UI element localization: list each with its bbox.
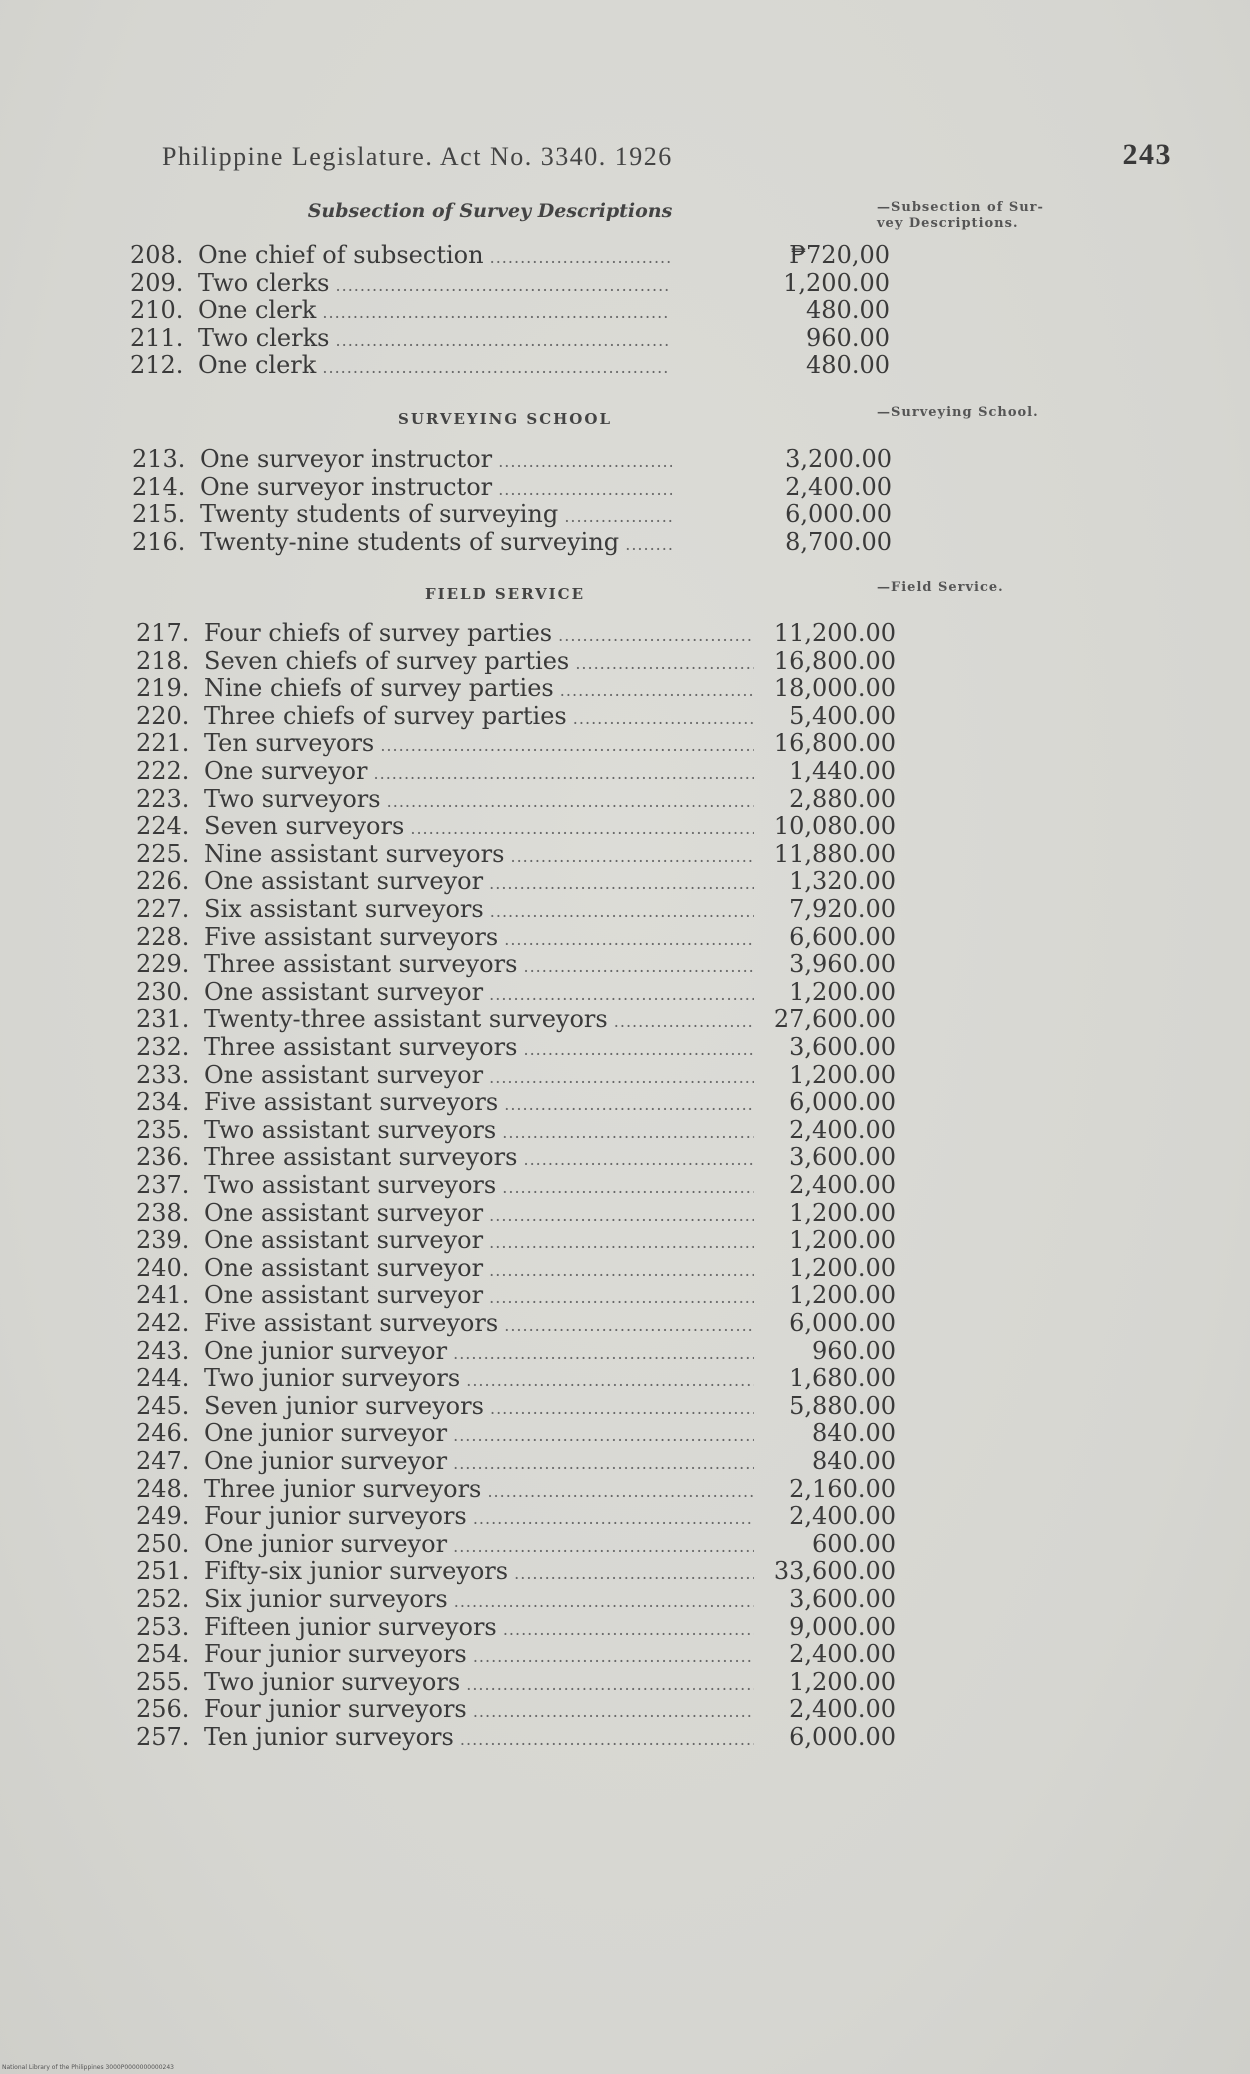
table-row — [136, 1476, 896, 1503]
item-description: Five assistant surveyors ..... — [204, 924, 754, 953]
item-number: 248. — [136, 1474, 190, 1503]
item-number: 246. — [136, 1419, 190, 1448]
table-row — [136, 1172, 896, 1199]
table-row — [130, 242, 890, 269]
item-number: 209. — [130, 268, 184, 297]
table-row — [136, 1365, 896, 1392]
item-description: Twenty-three assistant surveyors ..... — [204, 1006, 754, 1035]
item-number: 226. — [136, 867, 190, 896]
item-number: 234. — [136, 1088, 190, 1117]
table-row — [130, 352, 890, 379]
item-amount: 3,600.00 — [789, 1033, 896, 1061]
table-row — [130, 297, 890, 324]
margin-note-surveying-school: —Surveying School. — [877, 405, 1039, 420]
item-description: One junior surveyor ..... — [204, 1420, 754, 1449]
table-row — [136, 730, 896, 757]
item-amount: 9,000.00 — [789, 1612, 896, 1641]
item-number: 229. — [136, 950, 190, 979]
item-amount: 18,000.00 — [773, 674, 896, 703]
item-amount: 5,400.00 — [789, 701, 896, 730]
item-description: Four junior surveyors ..... — [204, 1503, 754, 1532]
item-number: 232. — [136, 1033, 190, 1061]
table-row — [136, 1089, 896, 1116]
table-row — [136, 1614, 896, 1641]
item-amount: 1,320.00 — [789, 867, 896, 896]
table-row — [136, 1282, 896, 1309]
table-row — [130, 270, 890, 297]
item-amount: 2,400.00 — [789, 1171, 896, 1199]
table-row — [136, 1696, 896, 1723]
item-description: One surveyor instructor ..... — [200, 474, 672, 503]
item-number: 219. — [136, 674, 190, 703]
item-number: 213. — [132, 445, 186, 473]
item-description: Seven junior surveyors ..... — [204, 1393, 754, 1422]
item-number: 247. — [136, 1447, 190, 1475]
item-description: Two assistant surveyors ..... — [204, 1117, 754, 1146]
table-row — [136, 1310, 896, 1337]
item-amount: 11,880.00 — [773, 839, 896, 868]
item-number: 238. — [136, 1198, 190, 1227]
item-description: Nine assistant surveyors ..... — [204, 841, 754, 870]
item-amount: 2,400.00 — [789, 1640, 896, 1669]
item-number: 236. — [136, 1143, 190, 1172]
item-number: 217. — [136, 619, 190, 647]
item-description: Seven chiefs of survey parties ..... — [204, 648, 754, 677]
scan-footer: National Library of the Philippines 3000P0000000000243 — [2, 2064, 174, 2071]
item-amount: 10,080.00 — [773, 812, 896, 841]
item-number: 231. — [136, 1005, 190, 1034]
table-row — [136, 1420, 896, 1447]
item-amount: 1,200.00 — [789, 1253, 896, 1282]
item-number: 249. — [136, 1502, 190, 1531]
item-amount: 33,600.00 — [773, 1557, 896, 1586]
table-row — [136, 1641, 896, 1668]
item-number: 222. — [136, 757, 190, 785]
item-amount: 5,880.00 — [789, 1391, 896, 1420]
item-description: Five assistant surveyors ..... — [204, 1089, 754, 1118]
table-row — [136, 758, 896, 785]
table-row — [130, 325, 890, 352]
item-description: One chief of subsection ..... — [198, 242, 670, 271]
table-row — [136, 703, 896, 730]
item-amount: 6,000.00 — [789, 1088, 896, 1117]
item-description: Three assistant surveyors ..... — [204, 1144, 754, 1173]
item-amount: 1,200.00 — [789, 1226, 896, 1255]
item-number: 237. — [136, 1171, 190, 1199]
item-amount: 27,600.00 — [773, 1005, 896, 1034]
item-number: 224. — [136, 812, 190, 841]
item-number: 220. — [136, 701, 190, 730]
item-description: Fifteen junior surveyors ..... — [204, 1614, 754, 1643]
item-description: Ten surveyors ..... — [204, 730, 754, 759]
item-amount: 960.00 — [806, 323, 890, 352]
item-amount: 16,800.00 — [773, 729, 896, 758]
table-row — [136, 1724, 896, 1751]
item-description: Three assistant surveyors ..... — [204, 1034, 754, 1063]
item-amount: 8,700.00 — [785, 527, 892, 556]
item-description: Ten junior surveyors ..... — [204, 1724, 754, 1753]
item-number: 215. — [132, 500, 186, 529]
item-description: Twenty students of surveying ..... — [200, 501, 672, 530]
item-description: One surveyor instructor ..... — [200, 446, 672, 475]
table-row — [136, 1144, 896, 1171]
table-row — [136, 1669, 896, 1696]
table-row — [136, 675, 896, 702]
item-amount: 480.00 — [806, 296, 890, 325]
item-amount: 2,880.00 — [789, 784, 896, 813]
item-description: One assistant surveyor ..... — [204, 1282, 754, 1311]
item-amount: 1,200.00 — [783, 268, 890, 297]
item-number: 245. — [136, 1391, 190, 1420]
table-row — [136, 786, 896, 813]
item-amount: 3,600.00 — [789, 1585, 896, 1613]
table-row — [132, 501, 892, 528]
item-description: Two junior surveyors ..... — [204, 1365, 754, 1394]
item-amount: 3,960.00 — [789, 950, 896, 979]
item-number: 250. — [136, 1529, 190, 1558]
item-description: Fifty-six junior surveyors ..... — [204, 1558, 754, 1587]
table-row — [136, 1338, 896, 1365]
item-amount: 6,600.00 — [789, 922, 896, 951]
item-amount: 2,160.00 — [789, 1474, 896, 1503]
section-title-survey-descriptions: Subsection of Survey Descriptions — [307, 200, 673, 222]
item-number: 251. — [136, 1557, 190, 1586]
item-description: One assistant surveyor ..... — [204, 868, 754, 897]
section-title-field-service: FIELD SERVICE — [424, 585, 586, 603]
item-number: 244. — [136, 1364, 190, 1393]
item-number: 228. — [136, 922, 190, 951]
item-description: Six junior surveyors ..... — [204, 1586, 754, 1615]
item-description: Four chiefs of survey parties ..... — [204, 620, 754, 649]
item-amount: 1,200.00 — [789, 1667, 896, 1696]
item-amount: 2,400.00 — [785, 472, 892, 501]
item-description: One assistant surveyor ..... — [204, 1062, 754, 1091]
item-number: 257. — [136, 1723, 190, 1751]
item-amount: 2,400.00 — [789, 1115, 896, 1144]
margin-note-field-service: —Field Service. — [877, 580, 1004, 595]
table-row — [136, 620, 896, 647]
item-description: One junior surveyor ..... — [204, 1531, 754, 1560]
table-row — [136, 868, 896, 895]
table-row — [136, 1062, 896, 1089]
item-amount: ₱720,00 — [789, 241, 890, 269]
item-description: Four junior surveyors ..... — [204, 1696, 754, 1725]
table-row — [136, 1448, 896, 1475]
item-number: 255. — [136, 1667, 190, 1696]
item-number: 253. — [136, 1612, 190, 1641]
item-description: One assistant surveyor ..... — [204, 1255, 754, 1284]
item-number: 214. — [132, 472, 186, 501]
item-description: Three chiefs of survey parties ..... — [204, 703, 754, 732]
table-row — [136, 1034, 896, 1061]
item-number: 242. — [136, 1309, 190, 1337]
table-row — [136, 896, 896, 923]
page-header — [162, 138, 1172, 178]
item-number: 212. — [130, 351, 184, 380]
item-number: 223. — [136, 784, 190, 813]
table-row — [136, 1558, 896, 1585]
item-description: Twenty-nine students of surveying ..... — [200, 529, 672, 558]
item-amount: 3,600.00 — [789, 1143, 896, 1172]
table-row — [132, 474, 892, 501]
table-row — [136, 1227, 896, 1254]
table-row — [136, 1393, 896, 1420]
item-number: 254. — [136, 1640, 190, 1669]
item-amount: 6,000.00 — [789, 1309, 896, 1337]
section-title-surveying-school: SURVEYING SCHOOL — [397, 410, 612, 428]
item-amount: 480.00 — [806, 351, 890, 380]
item-number: 211. — [130, 323, 184, 352]
item-number: 233. — [136, 1060, 190, 1089]
table-row — [136, 648, 896, 675]
margin-note-survey-descriptions: —Subsection of Sur- vey Descriptions. — [877, 200, 1044, 231]
table-row — [136, 951, 896, 978]
item-description: Four junior surveyors ..... — [204, 1641, 754, 1670]
table-row — [136, 1006, 896, 1033]
item-description: Three junior surveyors ..... — [204, 1476, 754, 1505]
item-description: Two surveyors ..... — [204, 786, 754, 815]
item-description: One assistant surveyor ..... — [204, 979, 754, 1008]
item-description: One assistant surveyor ..... — [204, 1200, 754, 1229]
table-row — [136, 1531, 896, 1558]
item-number: 241. — [136, 1281, 190, 1310]
item-amount: 840.00 — [812, 1419, 896, 1448]
item-description: Five assistant surveyors ..... — [204, 1310, 754, 1339]
item-number: 239. — [136, 1226, 190, 1255]
item-number: 208. — [130, 241, 184, 269]
table-row — [136, 979, 896, 1006]
item-amount: 840.00 — [812, 1447, 896, 1475]
item-description: Two junior surveyors ..... — [204, 1669, 754, 1698]
item-number: 240. — [136, 1253, 190, 1282]
table-row — [136, 924, 896, 951]
item-description: Seven surveyors ..... — [204, 813, 754, 842]
table-row — [132, 529, 892, 556]
item-amount: 6,000.00 — [785, 500, 892, 529]
item-description: One assistant surveyor ..... — [204, 1227, 754, 1256]
table-row — [136, 1255, 896, 1282]
item-amount: 16,800.00 — [773, 646, 896, 675]
table-row — [136, 1586, 896, 1613]
item-amount: 1,440.00 — [789, 757, 896, 785]
item-number: 227. — [136, 895, 190, 923]
item-amount: 960.00 — [812, 1336, 896, 1365]
item-description: Two clerks ..... — [198, 270, 670, 299]
item-number: 252. — [136, 1585, 190, 1613]
item-number: 221. — [136, 729, 190, 758]
item-description: Two clerks ..... — [198, 325, 670, 354]
running-title: Philippine Legislature. Act No. 3340. 1926 — [162, 142, 673, 171]
item-amount: 1,680.00 — [789, 1364, 896, 1393]
item-description: One clerk ..... — [198, 352, 670, 381]
item-amount: 2,400.00 — [789, 1502, 896, 1531]
item-amount: 600.00 — [812, 1529, 896, 1558]
item-description: Six assistant surveyors ..... — [204, 896, 754, 925]
item-description: Two assistant surveyors ..... — [204, 1172, 754, 1201]
item-amount: 6,000.00 — [789, 1723, 896, 1751]
item-number: 216. — [132, 527, 186, 556]
item-description: One surveyor ..... — [204, 758, 754, 787]
item-description: Three assistant surveyors ..... — [204, 951, 754, 980]
item-amount: 1,200.00 — [789, 1198, 896, 1227]
item-number: 230. — [136, 977, 190, 1006]
table-row — [136, 1200, 896, 1227]
item-number: 235. — [136, 1115, 190, 1144]
item-amount: 2,400.00 — [789, 1695, 896, 1724]
item-amount: 1,200.00 — [789, 1281, 896, 1310]
item-description: One junior surveyor ..... — [204, 1448, 754, 1477]
item-number: 225. — [136, 839, 190, 868]
item-number: 210. — [130, 296, 184, 325]
item-amount: 1,200.00 — [789, 1060, 896, 1089]
item-amount: 11,200.00 — [773, 619, 896, 647]
item-number: 218. — [136, 646, 190, 675]
table-row — [132, 446, 892, 473]
table-row — [136, 813, 896, 840]
table-row — [136, 1503, 896, 1530]
item-description: Nine chiefs of survey parties ..... — [204, 675, 754, 704]
table-row — [136, 1117, 896, 1144]
item-amount: 1,200.00 — [789, 977, 896, 1006]
item-amount: 7,920.00 — [789, 895, 896, 923]
item-amount: 3,200.00 — [785, 445, 892, 473]
page-number: 243 — [1122, 138, 1172, 171]
item-description: One clerk ..... — [198, 297, 670, 326]
item-number: 256. — [136, 1695, 190, 1724]
table-row — [136, 841, 896, 868]
item-number: 243. — [136, 1336, 190, 1365]
item-description: One junior surveyor ..... — [204, 1338, 754, 1367]
